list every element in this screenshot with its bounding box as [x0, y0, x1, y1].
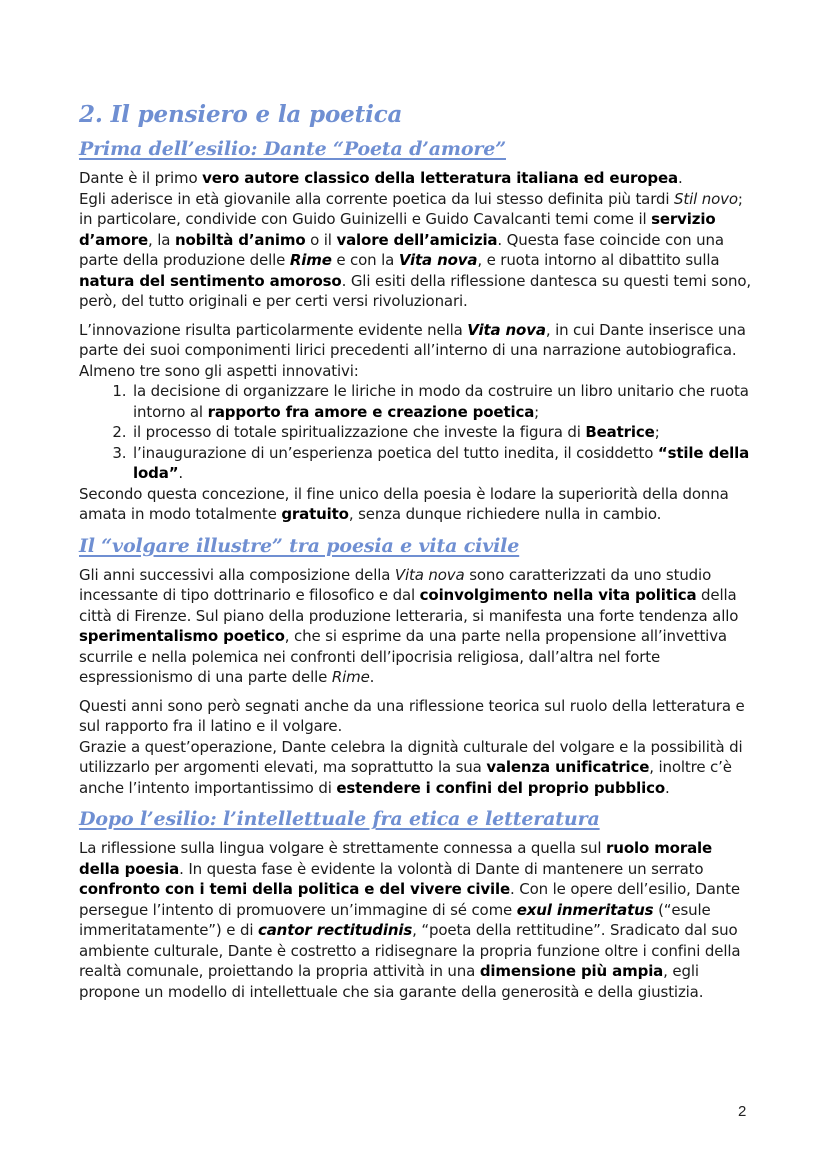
page-title: 2. Il pensiero e la poetica [79, 101, 403, 128]
section-heading-dopo-esilio: Dopo l’esilio: l’intellettuale fra etica e letteratura [79, 808, 600, 830]
section-heading-prima-esilio: Prima dell’esilio: Dante “Poeta d’amore” [79, 138, 506, 160]
paragraph: Secondo questa concezione, il fine unico della poesia è lodare la superiorità della donna amata in modo totalmente gratuito, senza dunque richiedere nulla in cambio. [79, 484, 729, 523]
innovations-list [79, 381, 751, 484]
paragraph: L’innovazione risulta particolarmente evidente nella Vita nova, in cui Dante inserisce una parte dei suoi componimenti lirici precedenti all’interno di una narrazione autobiografica. Almeno tre sono gli aspetti innovativi: [79, 320, 746, 380]
list-item: 2. il processo di totale spiritualizzazione che investe la figura di Beatrice; [131, 422, 751, 443]
paragraph: Gli anni successivi alla composizione della Vita nova sono caratterizzati da uno studio incessante di tipo dottrinario e filosofico e dal coinvolgimento nella vita politica della città di Firenze. Sul piano della produzione letteraria, si manifesta una forte tendenza allo sperimentalismo poetico, che si esprime da una parte nella propensione all’invettiva scurrile e nella polemica nei confronti dell’ipocrisia religiosa, dall’altra nel forte espressionismo di una parte delle Rime. [79, 565, 739, 686]
paragraph: La riflessione sulla lingua volgare è strettamente connessa a quella sul ruolo morale della poesia. In questa fase è evidente la volontà di Dante di mantenere un serrato confronto con i temi della politica e del vivere civile. Con le opere dell’esilio, Dante persegue l’intento di promuovere un’immagine di sé come exul inmeritatus (“esule immeritatamente”) e di cantor rectitudinis, “poeta della rettitudine”. Sradicato dal suo ambiente culturale, Dante è costretto a ridisegnare la propria funzione oltre i confini della realtà comunale, proiettando la propria attività in una dimensione più ampia, egli propone un modello di intellettuale che sia garante della generosità e della giustizia. [79, 839, 741, 1001]
section-heading-volgare-illustre: Il “volgare illustre” tra poesia e vita civile [79, 534, 520, 557]
list-item: 3. l’inaugurazione di un’esperienza poetica del tutto inedita, il cosiddetto “stile della loda”. [131, 443, 751, 484]
paragraph: Dante è il primo vero autore classico della letteratura italiana ed europea. Egli aderisce in età giovanile alla corrente poetica da lui stesso definita più tardi Stil novo; in particolare, condivide con Guido Guinizelli e Guido Cavalcanti temi come il servizio d’amore, la nobiltà d’animo o il valore dell’amicizia. Questa fase coincide con una parte della produzione delle Rime e con la Vita nova, e ruota intorno al dibattito sulla natura del sentimento amoroso. Gli esiti della riflessione dantesca su questi temi sono, però, del tutto originali e per certi versi rivoluzionari. [79, 169, 752, 310]
paragraph: Questi anni sono però segnati anche da una riflessione teorica sul ruolo della letteratura e sul rapporto fra il latino e il volgare. Grazie a quest’operazione, Dante celebra la dignità culturale del volgare e la possibilità di utilizzarlo per argomenti elevati, ma soprattutto la sua valenza unificatrice, inoltre c’è anche l’intento importantissimo di estendere i confini del proprio pubblico. [79, 696, 745, 797]
list-item: 1. la decisione di organizzare le liriche in modo da costruire un libro unitario che ruota intorno al rapporto fra amore e creazione poetica; [131, 381, 751, 422]
page-content [79, 100, 751, 1010]
page-number: 2 [738, 1103, 747, 1120]
